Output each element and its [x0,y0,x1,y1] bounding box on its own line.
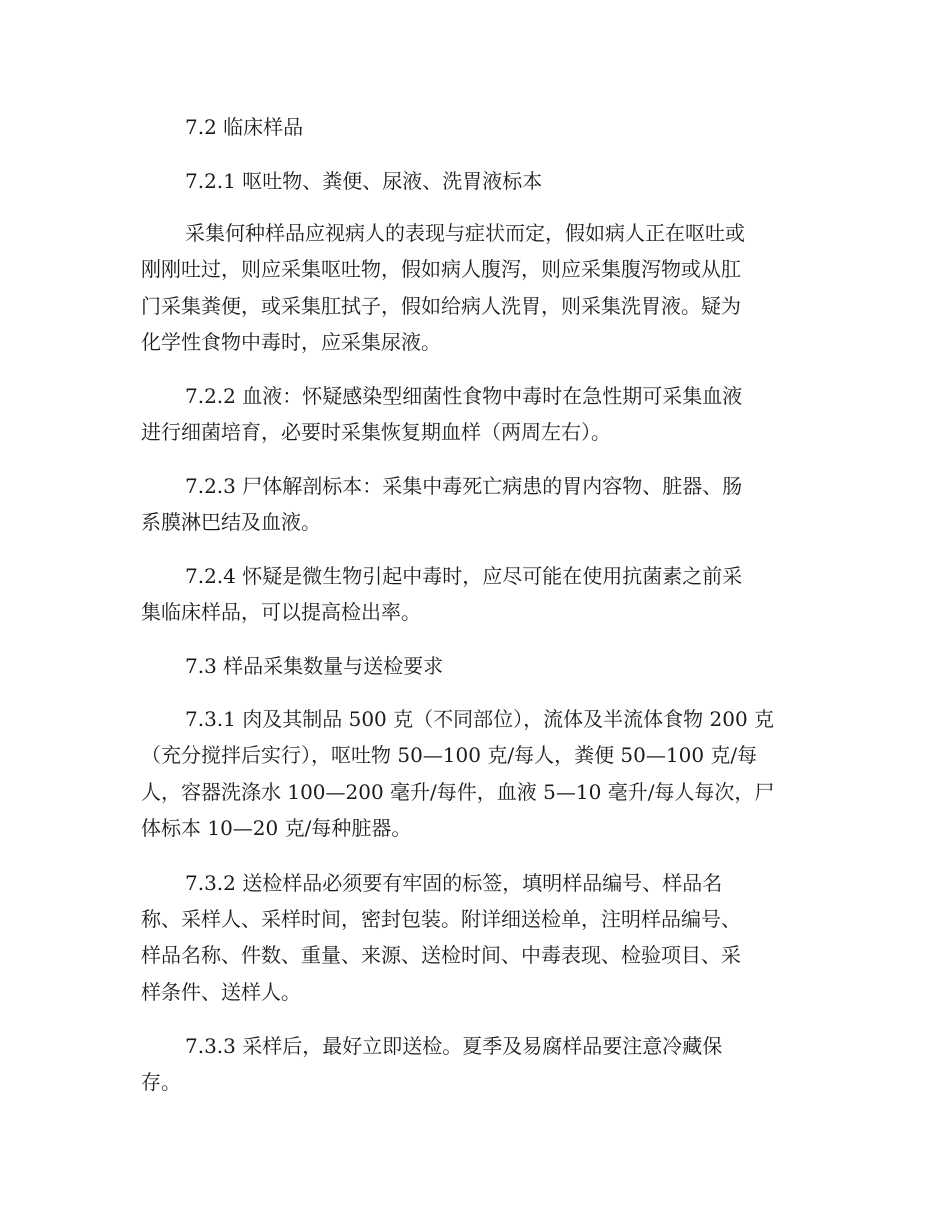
paragraph-line: 系膜淋巴结及血液。 [141,510,321,534]
paragraph-line: 7.3.1 肉及其制品 500 克（不同部位），流体及半流体食物 200 克 [185,707,775,731]
subsection-heading-7-2-1: 7.2.1 呕吐物、粪便、尿液、洗胃液标本 [185,169,543,193]
paragraph-line: 采集何种样品应视病人的表现与症状而定，假如病人正在呕吐或 [185,221,745,245]
paragraph-line: 刚刚吐过，则应采集呕吐物，假如病人腹泻，则应采集腹泻物或从肛 [141,257,741,281]
paragraph-line: 7.3.2 送检样品必须要有牢固的标签，填明样品编号、样品名 [185,871,723,895]
paragraph-line: 存。 [141,1070,181,1094]
paragraph-line: 7.2.3 尸体解剖标本：采集中毒死亡病患的胃内容物、脏器、肠 [185,474,743,498]
paragraph-line: 样条件、送样人。 [141,980,301,1004]
paragraph-line: 7.2.2 血液：怀疑感染型细菌性食物中毒时在急性期可采集血液 [185,384,743,408]
paragraph-line: 化学性食物中毒时，应采集尿液。 [141,330,441,354]
paragraph-line: 人，容器洗涤水 100—200 毫升/每件，血液 5—10 毫升/每人每次，尸 [141,780,775,804]
paragraph-line: 进行细菌培育，必要时采集恢复期血样（两周左右）。 [141,420,611,444]
paragraph-line: 体标本 10—20 克/每种脏器。 [141,816,412,840]
paragraph-line: 样品名称、件数、重量、来源、送检时间、中毒表现、检验项目、采 [141,943,741,967]
paragraph-line: 7.3.3 采样后，最好立即送检。夏季及易腐样品要注意冷藏保 [185,1034,723,1058]
paragraph-line: 称、采样人、采样时间，密封包装。附详细送检单，注明样品编号、 [141,907,741,931]
paragraph-line: 集临床样品，可以提高检出率。 [141,600,421,624]
paragraph-line: 7.2.4 怀疑是微生物引起中毒时，应尽可能在使用抗菌素之前采 [185,564,743,588]
section-heading-7-2: 7.2 临床样品 [185,115,304,139]
paragraph-line: 门采集粪便，或采集肛拭子，假如给病人洗胃，则采集洗胃液。疑为 [141,294,741,318]
section-heading-7-3: 7.3 样品采集数量与送检要求 [185,654,444,678]
paragraph-line: （充分搅拌后实行），呕吐物 50—100 克/每人，粪便 50—100 克/每 [141,743,758,767]
